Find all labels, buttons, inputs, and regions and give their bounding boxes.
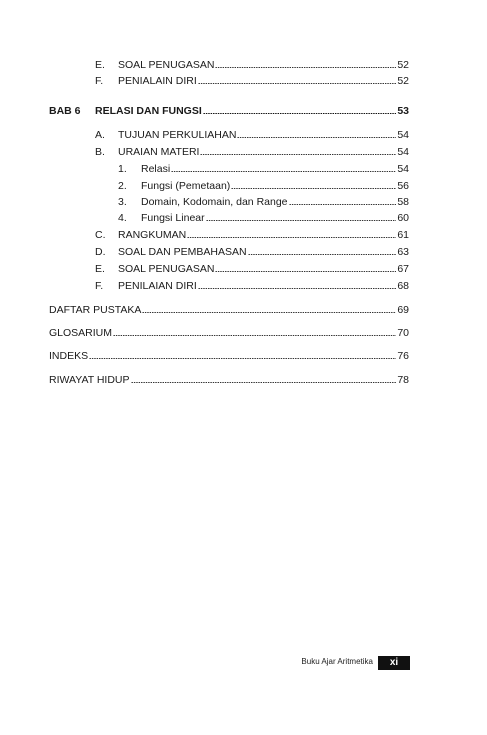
toc-subentry-label: Domain, Kodomain, dan Range xyxy=(141,196,288,208)
toc-entry[interactable] xyxy=(95,261,409,275)
page-footer xyxy=(0,656,487,670)
toc-chapter-page: 53 xyxy=(397,105,409,117)
toc-entry-label: SOAL DAN PEMBAHASAN xyxy=(118,246,247,258)
toc-leader-dots xyxy=(200,154,396,155)
toc-subentry[interactable] xyxy=(118,194,409,208)
toc-leader-dots xyxy=(171,171,396,172)
toc-leader-dots xyxy=(142,312,396,313)
toc-entry-number: C. xyxy=(95,229,106,241)
toc-subentry-page: 60 xyxy=(397,212,409,224)
toc-subentry-page: 54 xyxy=(397,163,409,175)
footer-page-number: xi xyxy=(378,656,410,670)
toc-section-page: 70 xyxy=(397,327,409,339)
toc-entry[interactable] xyxy=(95,57,409,71)
toc-subentry-label: Fungsi (Pemetaan) xyxy=(141,180,231,192)
toc-entry-number: F. xyxy=(95,75,104,87)
toc-leader-dots xyxy=(89,358,396,359)
toc-subentry-number: 3. xyxy=(118,196,127,208)
toc-leader-dots xyxy=(113,335,396,336)
toc-section-indeks[interactable] xyxy=(49,348,409,362)
toc-leader-dots xyxy=(231,188,396,189)
toc-section-label: RIWAYAT HIDUP xyxy=(49,374,130,386)
toc-entry-label: PENILAIAN DIRI xyxy=(118,280,197,292)
toc-entry-label: URAIAN MATERI xyxy=(118,146,200,158)
toc-entry[interactable] xyxy=(95,127,409,141)
toc-leader-dots xyxy=(187,237,396,238)
toc-leader-dots xyxy=(215,271,396,272)
toc-entry-page: 63 xyxy=(397,246,409,258)
toc-subentry[interactable] xyxy=(118,210,409,224)
toc-section-label: DAFTAR PUSTAKA xyxy=(49,304,142,316)
toc-subentry-label: Fungsi Linear xyxy=(141,212,205,224)
toc-entry-page: 68 xyxy=(397,280,409,292)
toc-entry[interactable] xyxy=(95,278,409,292)
toc-entry-page: 52 xyxy=(397,59,409,71)
toc-leader-dots xyxy=(198,288,397,289)
toc-section-label: INDEKS xyxy=(49,350,89,362)
toc-subentry[interactable] xyxy=(118,178,409,192)
toc-entry-label: SOAL PENUGASAN xyxy=(118,263,215,275)
toc-entry-number: F. xyxy=(95,280,104,292)
toc-entry-number: A. xyxy=(95,129,105,141)
toc-section-riwayat-hidup[interactable] xyxy=(49,372,409,386)
toc-leader-dots xyxy=(203,113,397,114)
toc-entry[interactable] xyxy=(95,244,409,258)
toc-section-glosarium[interactable] xyxy=(49,325,409,339)
toc-entry-label: PENIALAIN DIRI xyxy=(118,75,197,87)
toc-section-page: 78 xyxy=(397,374,409,386)
toc-entry-number: B. xyxy=(95,146,105,158)
toc-entry-number: E. xyxy=(95,263,105,275)
toc-leader-dots xyxy=(289,204,397,205)
toc-section-page: 69 xyxy=(397,304,409,316)
toc-entry-page: 61 xyxy=(397,229,409,241)
toc-entry-number: E. xyxy=(95,59,105,71)
toc-subentry-label: Relasi xyxy=(141,163,171,175)
toc-entry-page: 52 xyxy=(397,75,409,87)
toc-subentry-number: 2. xyxy=(118,180,127,192)
toc-entry[interactable] xyxy=(95,73,409,87)
toc-leader-dots xyxy=(131,382,397,383)
toc-section-label: GLOSARIUM xyxy=(49,327,113,339)
toc-section-daftar-pustaka[interactable] xyxy=(49,302,409,316)
toc-subentry[interactable] xyxy=(118,161,409,175)
toc-entry-number: D. xyxy=(95,246,106,258)
toc-entry-page: 67 xyxy=(397,263,409,275)
toc-subentry-page: 56 xyxy=(397,180,409,192)
toc-section-page: 76 xyxy=(397,350,409,362)
toc-entry[interactable] xyxy=(95,227,409,241)
toc-leader-dots xyxy=(206,220,397,221)
toc-leader-dots xyxy=(215,67,396,68)
toc-entry-page: 54 xyxy=(397,129,409,141)
toc-chapter-entry[interactable] xyxy=(49,103,409,117)
toc-chapter-number: BAB 6 xyxy=(49,105,81,117)
toc-leader-dots xyxy=(198,83,397,84)
toc-subentry-page: 58 xyxy=(397,196,409,208)
toc-subentry-number: 1. xyxy=(118,163,127,175)
footer-book-title: Buku Ajar Aritmetika xyxy=(301,657,373,666)
toc-entry-label: RANGKUMAN xyxy=(118,229,187,241)
toc-entry-label: SOAL PENUGASAN xyxy=(118,59,215,71)
toc-entry[interactable] xyxy=(95,144,409,158)
toc-chapter-label: RELASI DAN FUNGSI xyxy=(95,105,202,117)
toc-subentry-number: 4. xyxy=(118,212,127,224)
toc-leader-dots xyxy=(237,137,396,138)
toc-leader-dots xyxy=(248,254,397,255)
toc-entry-page: 54 xyxy=(397,146,409,158)
toc-entry-label: TUJUAN PERKULIAHAN xyxy=(118,129,237,141)
